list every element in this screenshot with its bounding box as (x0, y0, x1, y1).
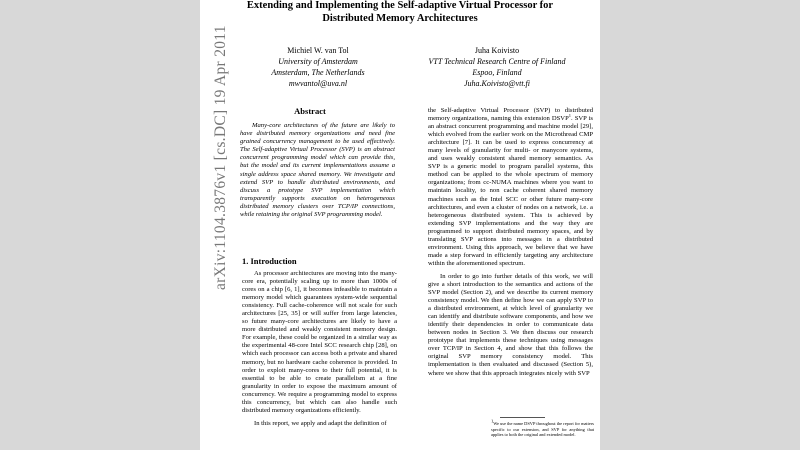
abstract-heading: Abstract (294, 106, 326, 116)
author-block-1 (238, 45, 398, 89)
arxiv-identifier: arXiv:1104.3876v1 [cs.DC] 19 Apr 2011 (212, 25, 229, 290)
author-location: Amsterdam, The Netherlands (271, 68, 365, 77)
author-name: Juha Koivisto (474, 46, 520, 55)
author-name: Michiel W. van Tol (287, 46, 349, 55)
intro-paragraph-2: In this report, we apply and adapt the definition of (254, 419, 387, 427)
footnote-text: We use the name DSVP throughout the report for matters specific to our extension, and SVP for anything that applies to both the original and extended model. (491, 421, 594, 437)
footnote-rule (500, 417, 545, 418)
abstract-text (240, 122, 395, 219)
paper-title: Extending and Implementing the Self-adaptive Virtual Processor for Distributed Memory Architectures (246, 0, 554, 24)
intro-paragraph-1: As processor architectures are moving into the many-core era, potentially scaling up to more than 1000s of cores on a chip [6, 1], it becomes infeasible to maintain a memory model which guarantees system-wide sequential consistency. Full cache-coherence will not scale for such architectures [25, 35] or will suffer from large latencies, so future many-core architectures are likely to have a more distributed and weakly consistent memory design. For example, these could be organized in a similar way as the experimental 48-core Intel SCC research chip [28], on which each processor can access both a private and shared memory, but no hardware cache coherence is provided. In order to exploit many-cores to their full potential, it is essential to be able to create parallelism at a fine granularity in order to expose the maximum amount of concurrency. We require a programming model to express this concurrency, but which can also handle such distributed memory organizations efficiently. (242, 270, 397, 414)
right-paragraph-2: In order to go into further details of this work, we will give a short introduction to the semantics and actions of the SVP model (Section 2), and we describe its current memory consistency model. We then define how we can apply SVP to a distributed environment, at which level of granularity we can identify and distribute software components, and how we identify their dependencies in order to communicate data between nodes in Section 3. We then discuss our research prototype that implements these techniques using messages over TCP/IP in Section 4, and show that this follows the original SVP memory consistency model. This implementation is then evaluated and discussed (Section 5), where we show that this approach integrates nicely with SVP (428, 272, 593, 377)
author-email: Juha.Koivisto@vtt.fi (463, 79, 531, 88)
right-paragraph-1 (428, 107, 593, 268)
author-affiliation: VTT Technical Research Centre of Finland (428, 57, 566, 66)
author-location: Espoo, Finland (472, 68, 522, 77)
introduction-column (242, 270, 397, 428)
author-affiliation: University of Amsterdam (278, 57, 358, 66)
footnote-number: 1 (491, 418, 494, 424)
abstract-paragraph: Many-core architectures of the future are likely to have distributed memory organizations and need fine grained concurrency management to be used effectively. The Self-adaptive Virtual Processor (SVP) is an abstract concurrent programming model which can provide this, but the model and its current implementations assume a single address space shared memory. We investigate and extend SVP to handle distributed environments, and discuss a prototype SVP implementation which transparently supports execution on heterogeneous distributed memory clusters over TCP/IP connections, while retaining the original SVP programming model. (240, 122, 395, 219)
footnote (491, 418, 594, 438)
right-paragraph-1-b: . SVP is an abstract concurrent programming and machine model [29], which evolved from the earlier work on the Microthread CMP architecture [7]. It can be used to express concurrency at many levels of granularity for multi- or manycore systems, and uses weakly consistent shared memory semantics. As SVP is a generic model to program parallel systems, this method can be applied to the whole spectrum of memory organizations; from cc-NUMA machines where you want to maintain locality, to non cache coherent shared memory machines such as the Intel SCC or other future many-core architectures, and even a cluster of nodes on a network, i.e. a heterogeneous distributed system. This is achieved by extending SVP implementations and the way they are programmed to support distributed memory spaces, and by translating SVP actions into messages in a distributed environment. Using this approach, we believe that we have made a step forward in efficiently targeting any architecture within the aforementioned spectrum. (428, 115, 593, 267)
section-heading-introduction: 1. Introduction (242, 256, 297, 266)
author-block-2 (412, 45, 582, 89)
right-column (428, 107, 593, 378)
footnote-marker: 1 (568, 112, 571, 118)
right-paragraph-1-a: the Self-adaptive Virtual Processor (SVP) to distributed memory organizations, naming this extension DSVP (428, 107, 593, 123)
author-email: mwvantol@uva.nl (288, 79, 348, 88)
